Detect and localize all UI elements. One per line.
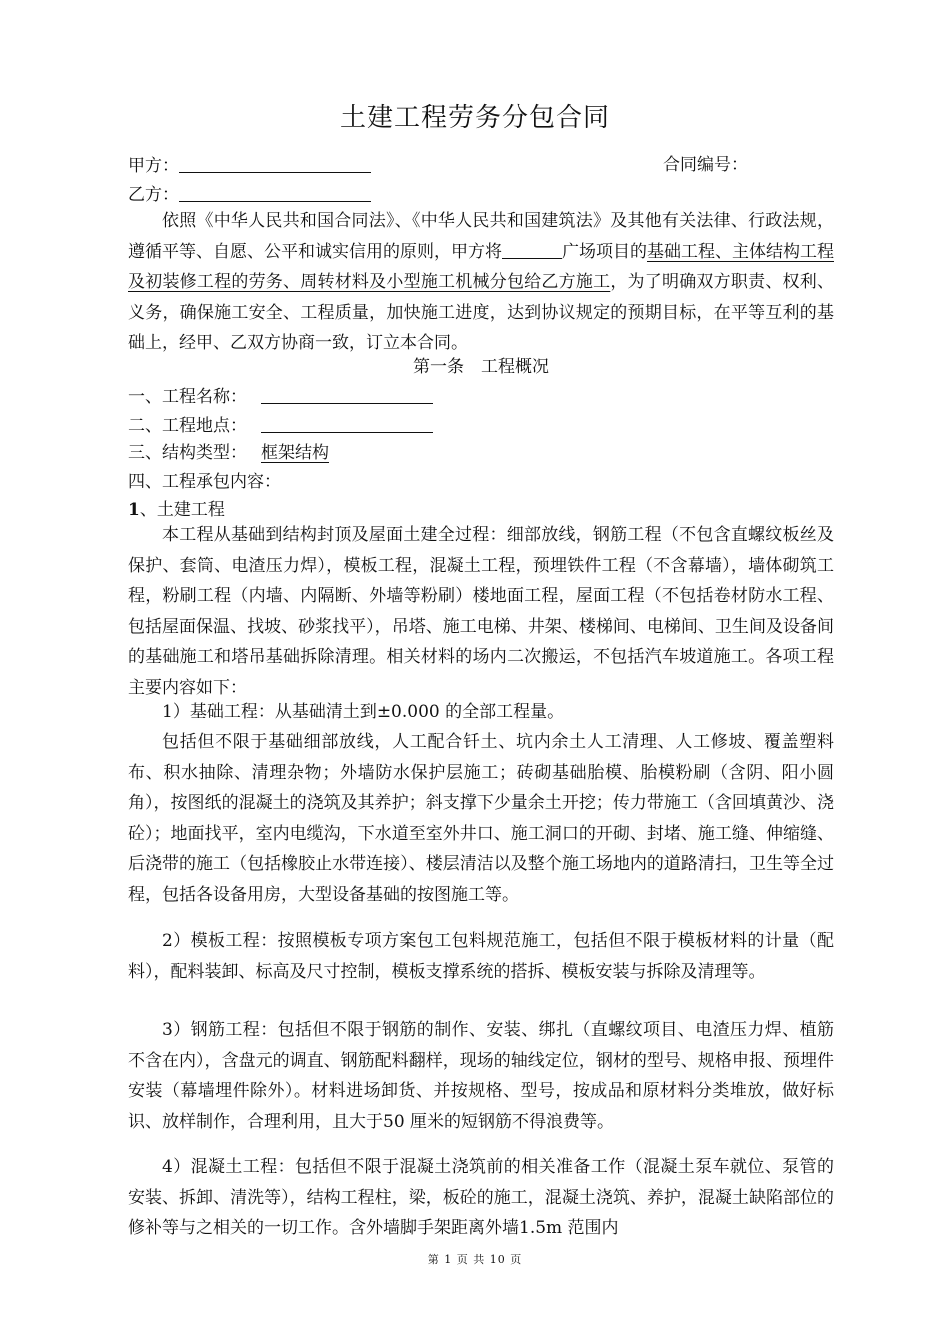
item-structure-value: 框架结构 <box>261 443 329 463</box>
civil-number: 1 <box>128 500 140 520</box>
item-name-blank <box>261 385 433 404</box>
party-b-label: 乙方： <box>128 185 179 205</box>
intro-paragraph <box>128 206 834 359</box>
item-structure-row <box>128 442 834 464</box>
item-location-label: 二、工程地点： <box>128 416 247 436</box>
document-title: 土建工程劳务分包合同 <box>339 103 610 133</box>
concrete-paragraph: 4）混凝土工程：包括但不限于混凝土浇筑前的相关准备工作（混凝土泵车就位、泵管的安装、拆卸、清洗等），结构工程柱，梁，板砼的施工，混凝土浇筑、养护，混凝土缺陷部位的修补等与之相关的一切工作。含外墙脚手架距离外墙1.5m 范围内 <box>128 1157 834 1238</box>
civil-paragraph: 本工程从基础到结构封顶及屋面土建全过程：细部放线，钢筋工程（不包含直螺纹板丝及保护、套筒、电渣压力焊），模板工程，混凝土工程，预埋铁件工程（不含幕墙），墙体砌筑工程，粉刷工程（内墙、内隔断、外墙等粉刷）楼地面工程，屋面工程（不包括卷材防水工程、包括屋面保温、找坡、砂浆找平），吊塔、施工电梯、井架、楼梯间、电梯间、卫生间及设备间的基础施工和塔吊基础拆除清理。相关材料的场内二次搬运，不包括汽车坡道施工。各项工程主要内容如下： <box>128 525 834 698</box>
item-location-row <box>128 414 834 437</box>
rebar-paragraph: 3）钢筋工程：包括但不限于钢筋的制作、安装、绑扎（直螺纹项目、电渣压力焊、植筋不含在内），含盘元的调直、钢筋配料翻样，现场的轴线定位，钢材的型号、规格申报、预埋件安装（幕墙埋件除外）。材料进场卸货、并按规格、型号，按成品和原材料分类堆放，做好标识、放样制作，合理利用，且大于50 厘米的短钢筋不得浪费等。 <box>128 1020 834 1132</box>
intro-text-1: 依照《中华人民共和国合同法》、《中华人民共和国建筑法》及其他有关法律、行政法规，遵循平等、自愿、公平和诚实信用的原则，甲方将 <box>128 211 834 262</box>
page-footer: 第 1 页 共 10 页 <box>427 1253 523 1266</box>
item-location-blank <box>261 414 433 433</box>
project-name-blank <box>502 240 562 259</box>
foundation-line: 1）基础工程：从基础清土到±0.000 的全部工程量。 <box>162 702 565 722</box>
party-b-blank <box>179 183 371 202</box>
item-name-row <box>128 385 834 408</box>
civil-heading-text: 、土建工程 <box>139 500 225 520</box>
civil-heading <box>128 499 834 521</box>
formwork-paragraph: 2）模板工程：按照模板专项方案包工包料规范施工，包括但不限于模板材料的计量（配料），配料装卸、标高及尺寸控制，模板支撑系统的搭拆、模板安装与拆除及清理等。 <box>128 931 834 982</box>
article-1-heading: 第一条 工程概况 <box>413 357 549 377</box>
intro-text-3: ，为了明确双方职责、权利、义务，确保施工安全、工程质量，加快施工进度，达到协议规定的预期目标，在平等互利的基础上，经甲、乙双方协商一致，订立本合同。 <box>128 272 835 353</box>
contract-no-label: 合同编号： <box>663 155 748 175</box>
foundation-paragraph: 包括但不限于基础细部放线，人工配合钎土、坑内余土人工清理、人工修坡、覆盖塑料布、积水抽除、清理杂物；外墙防水保护层施工；砖砌基础胎模、胎模粉刷（含阴、阳小圆角），按图纸的混凝土的浇筑及其养护；斜支撑下少量余土开挖；传力带施工（含回填黄沙、浇砼）；地面找平，室内电缆沟，下水道至室外井口、施工洞口的开砌、封堵、施工缝、伸缩缝、后浇带的施工（包括橡胶止水带连接）、楼层清洁以及整个施工场地内的道路清扫，卫生等全过程，包括各设备用房，大型设备基础的按图施工等。 <box>128 732 834 905</box>
party-a-blank <box>179 154 371 173</box>
intro-text-2: 广场项目的 <box>562 241 647 262</box>
intro-underlined-scope: 基础工程、主体结构工程及初装修工程的劳务、周转材料及小型施工机械分包给乙方施工 <box>128 241 834 292</box>
item-structure-label: 三、结构类型： <box>128 443 247 463</box>
item-scope-row: 四、工程承包内容： <box>128 472 281 492</box>
item-name-label: 一、工程名称： <box>128 387 247 407</box>
party-a-label: 甲方： <box>128 156 179 176</box>
party-a-row <box>128 154 834 177</box>
party-b-row <box>128 183 834 206</box>
